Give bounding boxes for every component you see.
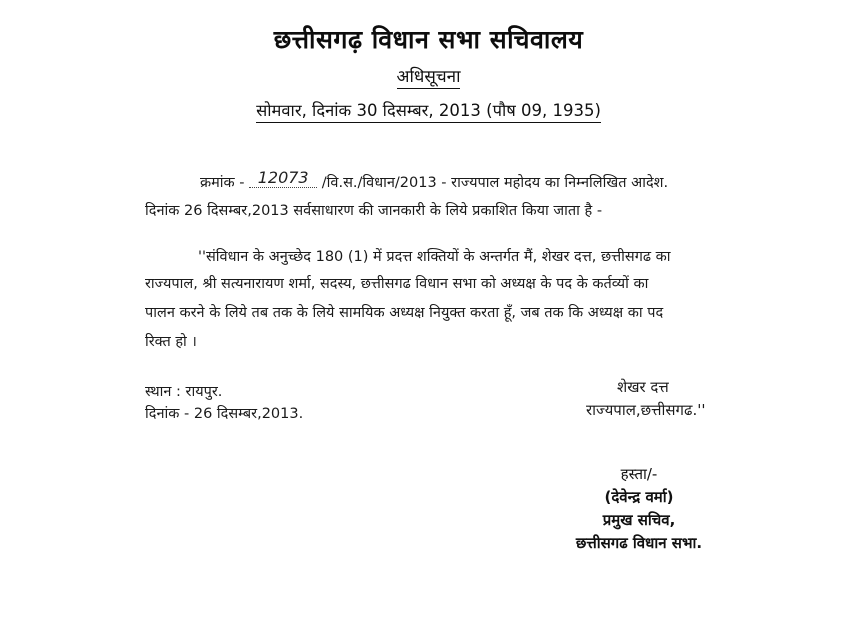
secretary-designation: प्रमुख सचिव, bbox=[602, 511, 676, 529]
signed-mark: हस्ता/- bbox=[620, 465, 658, 483]
order-paragraph-line-3: पालन करने के लिये तब तक के लिये सामयिक अध्यक्ष नियुक्त करता हूँ, जब तक कि अध्यक्ष का पद bbox=[145, 305, 664, 321]
kramank-suffix: /वि.स./विधान/2013 - राज्यपाल महोदय का निम्नलिखित आदेश. bbox=[321, 175, 669, 191]
publication-dateline bbox=[0, 98, 857, 121]
handwritten-reference-number: 12073 bbox=[249, 168, 317, 188]
document-title: छत्तीसगढ़ विधान सभा सचिवालय bbox=[273, 25, 584, 54]
place-line: स्थान : रायपुर. bbox=[145, 384, 223, 400]
governor-name: शेखर दत्त bbox=[617, 378, 669, 396]
subtitle-text: अधिसूचना bbox=[396, 67, 461, 87]
order-paragraph-line-4: रिक्त हो । bbox=[145, 334, 197, 350]
order-date-line: दिनांक - 26 दिसम्बर,2013. bbox=[145, 406, 304, 422]
secretary-office: छत्तीसगढ विधान सभा. bbox=[575, 534, 703, 552]
kramank-prefix: क्रमांक - bbox=[200, 175, 245, 191]
document-subtitle bbox=[0, 64, 857, 87]
secretary-name: (देवेन्द्र वर्मा) bbox=[604, 488, 674, 506]
order-reference-line bbox=[200, 168, 669, 192]
order-intro-line: दिनांक 26 दिसम्बर,2013 सर्वसाधारण की जानकारी के लिये प्रकाशित किया जाता है - bbox=[145, 203, 603, 219]
order-paragraph-line-2: राज्यपाल, श्री सत्यनारायण शर्मा, सदस्य, छत्तीसगढ विधान सभा को अध्यक्ष के पद के कर्तव्यों का bbox=[145, 276, 649, 292]
governor-title: राज्यपाल,छत्तीसगढ.'' bbox=[586, 401, 706, 419]
order-paragraph-line-1: ''संविधान के अनुच्छेद 180 (1) में प्रदत्त शक्तियों के अन्तर्गत मैं, शेखर दत्त, छत्तीसगढ का bbox=[198, 249, 671, 265]
dateline-text: सोमवार, दिनांक 30 दिसम्बर, 2013 (पौष 09, 1935) bbox=[256, 101, 601, 123]
